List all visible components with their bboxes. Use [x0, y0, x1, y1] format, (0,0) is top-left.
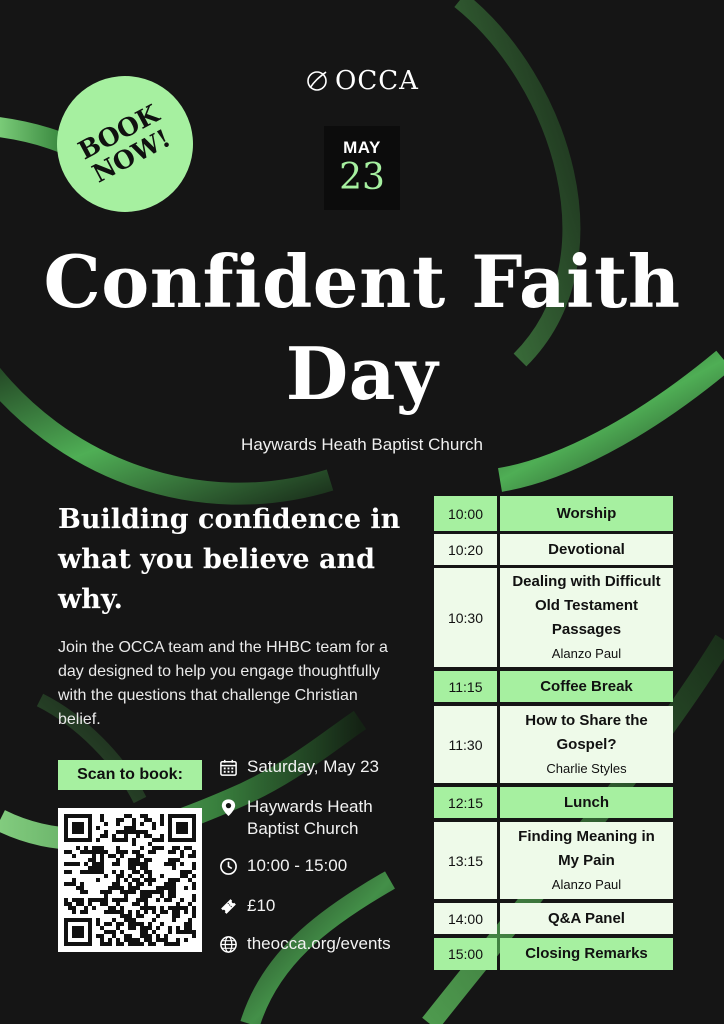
ticket-icon: [218, 895, 238, 917]
intro-body: Join the OCCA team and the HHBC team for a day designed to help you engage thoughtfully with the questions that challenge Christian belief.: [58, 639, 388, 728]
location-pin-icon: [218, 796, 238, 818]
detail-location: [218, 796, 418, 840]
schedule-time: 11:30: [434, 706, 497, 783]
qr-code-icon: [64, 814, 196, 946]
qr-code[interactable]: [58, 808, 202, 952]
detail-price: [218, 895, 418, 917]
date-day: 23: [339, 157, 385, 198]
event-title-line-1: Confident Faith: [43, 239, 681, 324]
schedule-row-qa-panel: [434, 903, 673, 934]
schedule-row-difficult-passages: [434, 568, 673, 667]
schedule-row-lunch: [434, 787, 673, 818]
schedule-event: [500, 568, 673, 667]
schedule-event: [500, 903, 673, 934]
detail-website[interactable]: [218, 933, 418, 955]
schedule-event: [500, 938, 673, 970]
detail-time-text: 10:00 - 15:00: [247, 856, 348, 875]
schedule-row-worship: [434, 496, 673, 531]
schedule-row-meaning-in-pain: [434, 822, 673, 899]
schedule-row-coffee-break: [434, 671, 673, 702]
scan-to-book-label: Scan to book:: [58, 760, 202, 790]
schedule-row-devotional: [434, 534, 673, 565]
schedule-time: 15:00: [434, 938, 497, 970]
detail-price-text: £10: [247, 896, 276, 915]
logo-text: OCCA: [335, 66, 419, 96]
schedule-row-closing: [434, 938, 673, 970]
globe-icon: [218, 933, 238, 955]
schedule-speaker: Alanzo Paul: [551, 646, 622, 661]
schedule-event-title: Devotional: [548, 540, 625, 558]
schedule-event-title: Worship: [556, 504, 617, 522]
calendar-icon: [218, 756, 238, 778]
intro-heading: Building confidence in what you believe and why.: [58, 504, 401, 615]
schedule-event: [500, 534, 673, 565]
detail-website-link[interactable]: theocca.org/events: [247, 934, 391, 953]
schedule-event: [500, 671, 673, 702]
schedule-time: 12:15: [434, 787, 497, 818]
schedule-time: 11:15: [434, 671, 497, 702]
schedule-event-title: Coffee Break: [540, 677, 633, 695]
schedule-event-title: Q&A Panel: [548, 909, 625, 927]
detail-date: [218, 756, 418, 778]
schedule-time: 14:00: [434, 903, 497, 934]
schedule-event: [500, 787, 673, 818]
schedule-event-title: Dealing with Difficult Old Testament Passages: [512, 573, 661, 638]
schedule-event: [500, 822, 673, 899]
date-box: [324, 126, 400, 210]
schedule-time: 10:20: [434, 534, 497, 565]
schedule-row-share-gospel: [434, 706, 673, 783]
schedule-event: [500, 496, 673, 531]
schedule-time: 13:15: [434, 822, 497, 899]
schedule-speaker: Charlie Styles: [546, 761, 627, 776]
occa-logo-icon: [305, 68, 329, 94]
venue-subtitle: Haywards Heath Baptist Church: [241, 435, 483, 454]
event-title: [0, 236, 724, 420]
detail-location-text: Haywards Heath Baptist Church: [247, 797, 373, 838]
schedule-event-title: Lunch: [564, 793, 609, 811]
detail-time: [218, 855, 418, 877]
schedule-speaker: Alanzo Paul: [551, 877, 622, 892]
schedule-event-title: How to Share the Gospel?: [525, 712, 648, 753]
detail-date-text: Saturday, May 23: [247, 757, 379, 776]
schedule-time: 10:30: [434, 568, 497, 667]
schedule-event: [500, 706, 673, 783]
clock-icon: [218, 855, 238, 877]
book-now-text: BOOK NOW!: [73, 98, 176, 189]
schedule-event-title: Closing Remarks: [525, 945, 648, 962]
schedule-event-title: Finding Meaning in My Pain: [518, 828, 655, 869]
date-month: MAY: [343, 138, 381, 157]
schedule-time: 10:00: [434, 496, 497, 531]
event-title-line-2: Day: [285, 331, 439, 416]
